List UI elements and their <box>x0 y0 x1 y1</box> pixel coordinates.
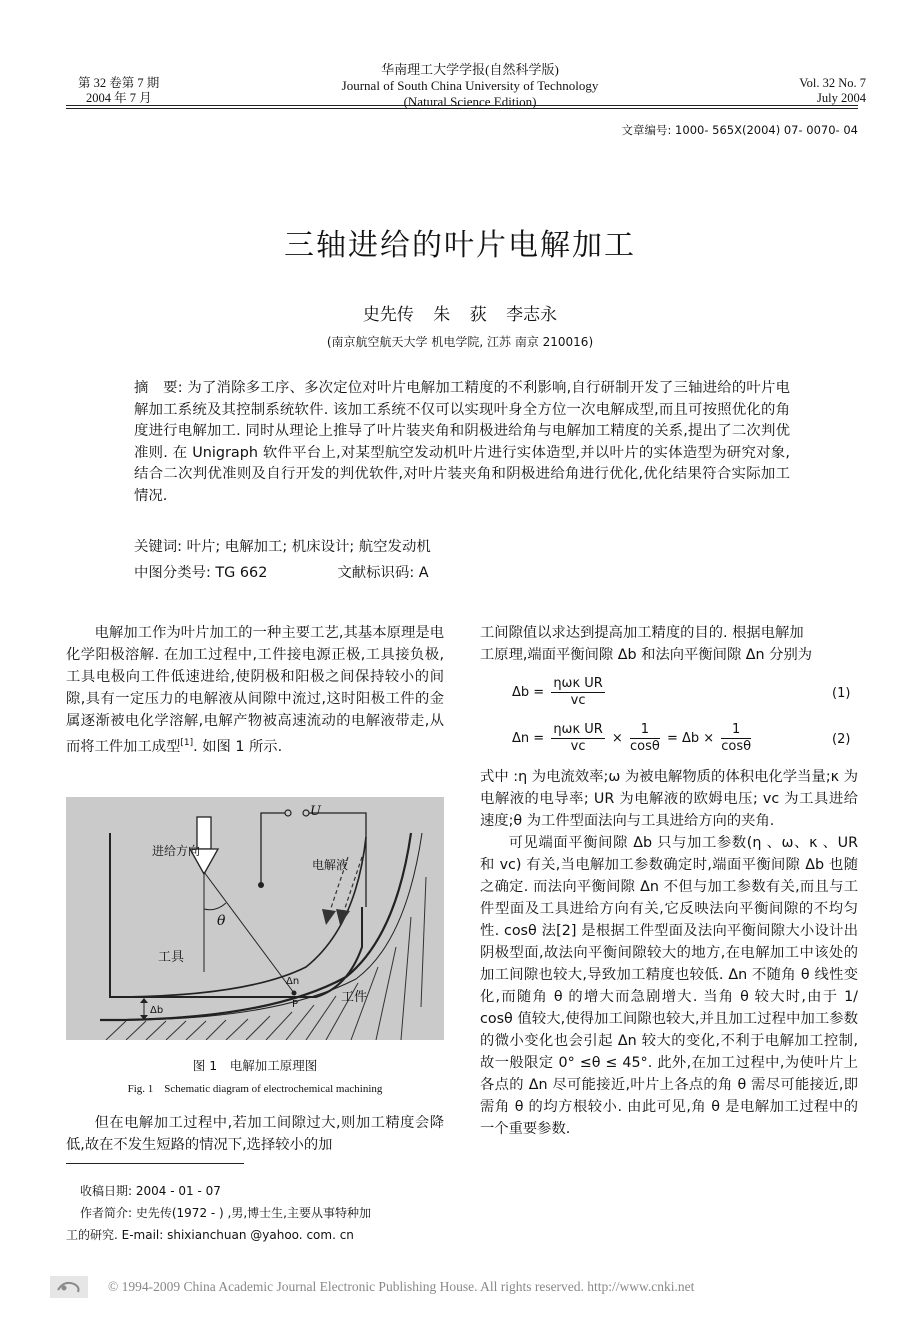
copyright-footer <box>50 1276 870 1302</box>
header-rule <box>66 105 858 106</box>
feed-direction-label: 进给方向 <box>152 844 201 858</box>
citation-ref: [1] <box>180 738 194 748</box>
theta-label: θ <box>217 913 226 929</box>
left-column-continued <box>66 1112 444 1156</box>
point-p-label: P <box>292 999 299 1010</box>
article-number: 文章编号: 1000- 565X(2004) 07- 0070- 04 <box>621 123 858 137</box>
figure-caption-cn: 图 1 电解加工原理图 <box>192 1058 318 1073</box>
author-email: 工的研究. E-mail: shixianchuan @yahoo. com. cn <box>66 1228 354 1242</box>
footnote-rule <box>66 1163 244 1164</box>
journal-volume-en: Vol. 32 No. 7 July 2004 <box>799 76 866 105</box>
equation-2: Δn = $\frac{\text{ηωκ UR}}{vc}$ × $\frac{1}{\cos\theta}$ = Δb × $\frac{1}{\cos\theta}$ <box>512 722 752 754</box>
keywords: 关键词: 叶片; 电解加工; 机床设计; 航空发动机 <box>134 539 431 555</box>
paper-title: 三轴进给的叶片电解加工 <box>284 228 636 263</box>
received-date: 收稿日期: 2004 - 01 - 07 <box>80 1184 221 1198</box>
classification-line <box>134 561 429 582</box>
figure-1 <box>66 797 444 1040</box>
author-list: 史先传 朱 荻 李志永 <box>362 305 558 325</box>
symbol-definitions: 式中 :η 为电流效率;ω 为被电解物质的体积电化学当量;κ 为电解液的电导率; UR 为电解液的欧姆电压; vc 为工具进给速度;θ 为工件型面法向与工具进给方向的夹角. <box>480 769 858 829</box>
copyright-text: © 1994-2009 China Academic Journal Electronic Publishing House. All rights reserved. http://www.cnki.net <box>108 1279 695 1294</box>
document-code: 文献标识码: A <box>337 565 429 581</box>
left-column-intro <box>66 622 444 758</box>
equation-1-number: (1) <box>832 686 851 701</box>
workpiece-label: 工件 <box>341 990 368 1005</box>
figure-caption-en: Fig. 1 Schematic diagram of electrochemical machining <box>127 1083 383 1095</box>
journal-title-block <box>300 62 640 110</box>
affiliation: (南京航空航天大学 机电学院, 江苏 南京 210016) <box>326 335 594 349</box>
equation-1: Δb = $\frac{\text{ηωκ UR}}{vc}$ <box>512 676 603 708</box>
gap-paragraph: 但在电解加工过程中,若加工间隙过大,则加工精度会降低,故在不发生短路的情况下,选择较小的加 <box>66 1115 444 1153</box>
journal-title-cn: 华南理工大学学报(自然科学版) <box>381 62 559 77</box>
author-bio: 作者简介: 史先传(1972 - ) ,男,博士生,主要从事特种加 <box>80 1206 371 1220</box>
electrolyte-label: 电解液 <box>312 858 349 872</box>
clc-number: 中图分类号: TG 662 <box>134 565 268 581</box>
abstract <box>134 378 790 507</box>
cnki-logo-icon <box>50 1276 88 1298</box>
delta-n-label: Δn <box>286 976 300 987</box>
intro-paragraph: 电解加工作为叶片加工的一种主要工艺,其基本原理是电化学阳极溶解. 在加工过程中,工件接电源正极,工具接负极,工具电极向工件低速进给,使阴极和阳极之间保持较小的间隙,具有一定压力的电解液从间隙中流过,这时阳极工件的金属逐渐被电化学溶解,电解产物被高速流动的电解液带走,从而将工件加工成型[1]. 如图 1 所示. <box>66 625 444 755</box>
right-column-intro: 工间隙值以求达到提高加工精度的目的. 根据电解加 工原理,端面平衡间隙 Δb 和法向平衡间隙 Δn 分别为 <box>480 625 813 663</box>
header-rule-2 <box>66 108 858 109</box>
journal-title-en: Journal of South China University of Technology <box>341 78 599 93</box>
equation-2-number: (2) <box>832 732 851 747</box>
journal-volume-cn: 第 32 卷第 7 期 2004 年 7 月 <box>78 76 160 105</box>
footnote <box>66 1180 450 1246</box>
journal-subtitle-en: (Natural Science Edition) <box>403 94 537 109</box>
delta-b-label: Δb <box>150 1005 164 1016</box>
right-column-body <box>480 766 858 1140</box>
ecm-schematic <box>66 797 444 1040</box>
voltage-label: U <box>310 804 321 819</box>
eq1-fraction: $\frac{\text{ηωκ UR}}{vc}$ <box>553 676 603 708</box>
abstract-text: 摘 要: 为了消除多工序、多次定位对叶片电解加工精度的不利影响,自行研制开发了三轴进给的叶片电解加工系统及其控制系统软件. 该加工系统不仅可以实现叶身全方位一次电解成型,而且可按照优化的角度进行电解加工. 同时从理论上推导了叶片装夹角和阴极进给角与电解加工精度的关系,提出了二次判优准则. 在 Unigraph 软件平台上,对某型航空发动机叶片进行实体造型,并以叶片的实体造型为研究对象,结合二次判优准则及自行开发的判优软件,对叶片装夹角和阴极进给角进行优化,优化结果符合实际加工情况. <box>134 380 790 504</box>
tool-label: 工具 <box>158 950 185 965</box>
analysis-paragraph: 可见端面平衡间隙 Δb 只与加工参数(η 、ω、κ 、UR 和 vc) 有关,当电解加工参数确定时,端面平衡间隙 Δb 也随之确定. 而法向平衡间隙 Δn 不但与加工参数有关,而且与工件型面及工具进给方向有关,它反映法向平衡间隙的不均匀性. cosθ 法[2] 是根据工件型面及法向平衡间隙大小设计出阴极型面,故法向平衡间隙较大的地方,在电解加工中该处的加工间隙也较大,导致加工精度也较低. Δn 不随角 θ 线性变化,而随角 θ 的增大而急剧增大. 当角 θ 较大时,由于 1/ cosθ 值较大,使得加工间隙也较大,并且加工过程中加工参数的微小变化也会引起 Δn 较大的变化,不利于电解加工控制,故一般限定 0° ≤θ ≤ 45°. 此外,在加工过程中,为使叶片上各点的 Δn 尽可能接近,叶片上各点的角 θ 需尽可能接近,即需角 θ 的均方根较小. 由此可见,角 θ 是电解加工过程中的一个重要参数. <box>480 835 858 1137</box>
